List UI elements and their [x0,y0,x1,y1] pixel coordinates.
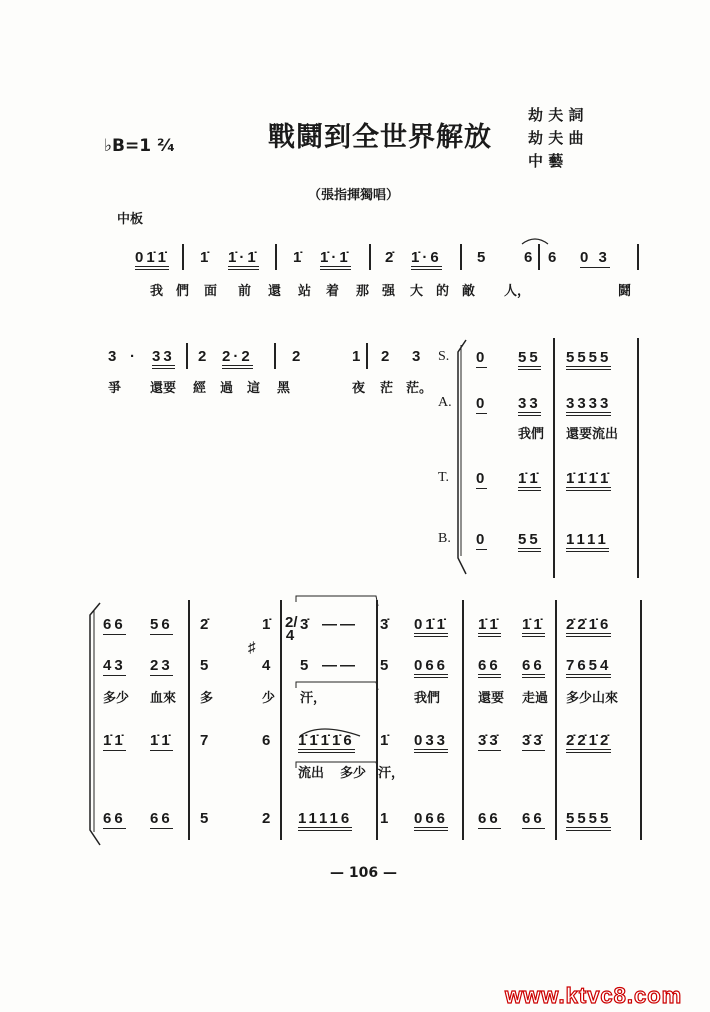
note: 1̇ [293,249,305,266]
lyric: 們 [176,284,190,299]
note: 6 [524,249,536,266]
lyric: 人， [504,284,531,299]
bar-line [637,244,639,270]
note: 3̇3̇ [522,732,545,749]
lyric: 的 [436,284,450,299]
note: 66 [478,810,501,827]
bar-line [462,600,464,840]
note: 0 [476,349,488,366]
lyricist-credit: 劫 夫 詞 [528,106,584,124]
time-signature: 2/4 [285,614,298,645]
lyric: 還要流出 [566,427,619,442]
note: 1̇1̇1̇1̇6 [298,733,355,753]
note: 0 [476,395,488,412]
lyric: 茫 [380,381,394,396]
note: 1̇ [262,616,274,633]
lyric: 過 [220,381,234,396]
page-number: — 106 — [330,865,397,881]
note: 66 [103,616,126,633]
note: 3 [108,348,120,365]
lyric: 汗， [378,766,405,781]
note: 2·2 [222,349,253,369]
lyric: 爭 [108,381,122,396]
note: 1111 [566,532,609,552]
voice-label: A. [438,395,452,410]
note: 066 [414,658,448,678]
note: 1̇·1̇ [320,250,351,270]
note: 66 [522,810,545,827]
lyric: 那 [356,284,370,299]
lyric: 敵 [462,284,476,299]
lyric: 面 [204,284,218,299]
note: 3̇ [300,616,312,633]
note: 3333 [566,396,611,416]
bar-line [637,338,639,578]
note: 5 [200,657,212,674]
lyric: 夜 [352,381,366,396]
note: 5 [200,810,212,827]
bar-line [376,600,378,840]
note: 2̇2̇1̇6 [566,617,611,637]
note: 3 [412,348,424,365]
lyric: 走過 [522,691,549,706]
bar-line [640,600,642,840]
lyric: 多少 [103,691,130,706]
lyric: 經 [193,381,207,396]
key-signature: ♭B=1 ²⁄₄ [104,136,175,156]
bar-line [369,244,371,270]
lyric: 茫。 [406,381,433,396]
lyric: 着 [326,284,340,299]
sharp-sign: ♯ [248,639,259,656]
note: 5 [300,657,312,674]
note: 0 [476,531,488,548]
lyric: 我 [150,284,164,299]
bar-line [186,343,188,369]
lyric: 這 [247,381,261,396]
lyric: 多 [200,691,214,706]
note: 66 [150,810,173,827]
note: 33 [518,396,541,416]
lyric: 還 [268,284,282,299]
note: 23 [150,657,173,674]
note: 7 [200,732,212,749]
note: 1 [380,810,392,827]
note: 6 [548,249,560,266]
note: 01̇1̇ [135,250,169,270]
note: 2 [262,810,274,827]
lyric: 汗， [300,691,327,706]
note: 3̇3̇ [478,732,501,749]
arranger-credit: 中 藝 [528,152,564,170]
note: 1̇1̇1̇1̇ [566,471,611,491]
note: 2̇ [200,616,212,633]
note: 1̇·1̇ [228,250,259,270]
note: —— [322,616,358,633]
note: 2 [292,348,304,365]
note: 033 [414,733,448,753]
lyric: 還要 [478,691,505,706]
lyric: 還要 [150,381,177,396]
note: 5 [477,249,489,266]
note: 1̇1̇ [478,617,501,637]
bar-line [366,343,368,369]
bar-line [280,600,282,840]
voice-label: T. [438,470,450,485]
bar-line [555,600,557,840]
lyric: 我們 [414,691,441,706]
note: 1̇1̇ [150,732,173,749]
note: 66 [522,658,545,678]
note: 55 [518,532,541,552]
lyric: 黑 [277,381,291,396]
song-title: 戰鬪到全世界解放 [268,122,492,153]
note: 5555 [566,350,611,370]
lyric: 多少 [340,766,367,781]
lyric: 鬪 [618,284,632,299]
note: 43 [103,657,126,674]
composer-credit: 劫 夫 曲 [528,129,584,147]
note: 066 [414,811,448,831]
note: 1 [352,348,364,365]
bar-line [553,338,555,578]
lyric: 站 [298,284,312,299]
note: 55 [518,350,541,370]
bar-line [460,244,462,270]
note: 0 3 [580,249,610,266]
lyric: 少 [262,691,276,706]
note: 1̇1̇ [518,471,541,491]
bar-line [274,343,276,369]
lyric: 大 [410,284,424,299]
note: 4 [262,657,274,674]
performance-note: （張指揮獨唱） [308,188,400,203]
note: 5 [380,657,392,674]
lyric: 强 [382,284,396,299]
note: 2 [198,348,210,365]
note: 2 [381,348,393,365]
voice-label: B. [438,531,451,546]
note: 0 [476,470,488,487]
note: 2̇2̇1̇2̇ [566,733,611,753]
note: 11116 [298,811,352,831]
note: 66 [478,658,501,678]
lyric: 血來 [150,691,177,706]
bar-line [188,600,190,840]
bar-line [182,244,184,270]
lyric: 我們 [518,427,545,442]
note: —— [322,657,358,674]
bar-line [275,244,277,270]
note: 3̇ [380,616,392,633]
watermark: www.ktvc8.com [505,983,683,1008]
note: 6 [262,732,274,749]
lyric: 前 [238,284,252,299]
note: 2̇ [385,249,397,266]
note: · [130,348,138,365]
note: 01̇1̇ [414,617,448,637]
tempo-marking: 中板 [117,212,144,227]
voice-label: S. [438,349,450,364]
lyric: 流出 [298,766,325,781]
note: 1̇1̇ [522,617,545,637]
note: 1̇ [380,732,392,749]
bar-line [538,244,540,270]
note: 1̇1̇ [103,732,126,749]
note: 56 [150,616,173,633]
note: 66 [103,810,126,827]
note: 33 [152,349,175,369]
note: 5555 [566,811,611,831]
note: 1̇ [200,249,212,266]
note: 1̇·6 [411,250,442,270]
lyric: 多少山來 [566,691,619,706]
note: 7654 [566,658,611,678]
